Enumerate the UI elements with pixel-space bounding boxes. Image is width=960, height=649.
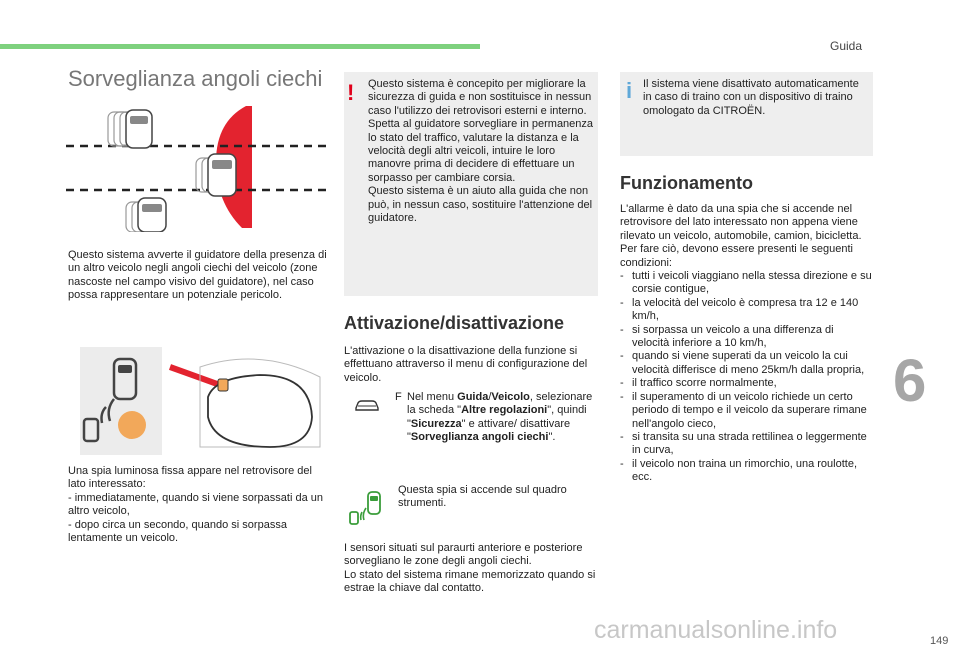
menu-instruction: F Nel menu Guida/Veicolo, selezionare la scheda "Altre regolazioni", quindi "Sicurezza" e attivare/ disattivare "Sorveglianza angoli ciechi".: [395, 391, 593, 444]
warning-text: Questo sistema è concepito per migliorare la sicurezza di guida e non sostituisce in nessun caso l'utilizzo dei retrovisori esterni e interno. Spetta al guidatore sorvegliare in permanenza lo stato del traffico, valutare la distanza e la velocità degli altri veicoli, intuire le loro manovre prima di decidere di effettuare un sorpasso per cambiare corsia. Questo sistema è un aiuto alla guida che non può, in nessun caso, sostituire l'attenzione del guidatore.: [368, 78, 594, 225]
condition-item: - si sorpassa un veicolo a una differenza di velocità inferiore a 10 km/h,: [620, 323, 834, 350]
chapter-number: 6: [893, 347, 927, 414]
indicator-illustration: [80, 347, 162, 455]
operation-heading: Funzionamento: [620, 173, 753, 193]
indicator-paragraph: [68, 465, 330, 545]
warning-light-text: Questa spia si accende sul quadro strumenti.: [398, 484, 567, 510]
condition-item: - il superamento di un veicolo richiede un certo periodo di tempo e il veicolo da superare rimane nell'angolo cieco,: [620, 390, 867, 430]
condition-item: - quando si viene superati da un veicolo la cui velocità differisce di meno 25km/h dalla propria,: [620, 350, 865, 376]
indicator-intro: Una spia luminosa fissa appare nel retrovisore del lato interessato:: [68, 465, 312, 491]
condition-item: - il veicolo non traina un rimorchio, una roulotte, ecc.: [620, 457, 858, 484]
condition-item: - la velocità del veicolo è compresa tra 12 e 140 km/h,: [620, 296, 859, 323]
info-text: Il sistema viene disattivato automaticamente in caso di traino con un dispositivo di traino omologato da CITROËN.: [643, 78, 859, 117]
condition-item: - il traffico scorre normalmente,: [620, 377, 777, 390]
section-label: Guida: [830, 39, 863, 53]
watermark: carmanualsonline.info: [594, 616, 838, 644]
activation-heading: Attivazione/disattivazione: [344, 313, 565, 333]
top-accent-bar: [0, 44, 480, 49]
condition-item: - tutti i veicoli viaggiano nella stessa direzione e su corsie contigue,: [620, 270, 872, 296]
warning-icon: !: [347, 80, 355, 105]
blind-spot-illustration: [66, 102, 328, 232]
indicator-item: - dopo circa un secondo, quando si sorpassa lentamente un veicolo.: [68, 518, 287, 545]
intro-paragraph: Questo sistema avverte il guidatore della presenza di un altro veicolo negli angoli ciechi del veicolo (zone nascoste nel campo visivo del guidatore), nel caso possa rappresentare un potenziale pericolo.: [68, 249, 327, 302]
operation-text: L'allarme è dato da una spia che si accende nel retrovisore del lato interessato non appena viene rilevato un veicolo, automobile, camion, bicicletta. Per fare ciò, devono essere presenti le seguenti condizioni:: [620, 203, 862, 269]
arrow-bullet: F: [395, 391, 402, 403]
operation-section: [620, 203, 873, 485]
sensors-text: I sensori situati sul paraurti anteriore e posteriore sorvegliano le zone degli angoli ciechi. Lo stato del sistema rimane memorizzato quando si estrae la chiave dal contatto.: [344, 542, 596, 595]
mirror-illustration: [160, 347, 330, 455]
activation-text: L'attivazione o la disattivazione della funzione si effettuano attraverso il menu di configurazione del veicolo.: [344, 345, 588, 384]
page-number: 149: [930, 635, 949, 647]
blind-spot-warning-light-icon: [348, 490, 384, 526]
info-icon: i: [626, 78, 633, 103]
indicator-item: - immediatamente, quando si viene sorpassati da un altro veicolo,: [68, 491, 323, 518]
car-menu-icon: [354, 398, 380, 412]
page-title: Sorveglianza angoli ciechi: [68, 66, 323, 91]
condition-item: - si transita su una strada rettilinea o leggermente in curva,: [620, 430, 867, 457]
